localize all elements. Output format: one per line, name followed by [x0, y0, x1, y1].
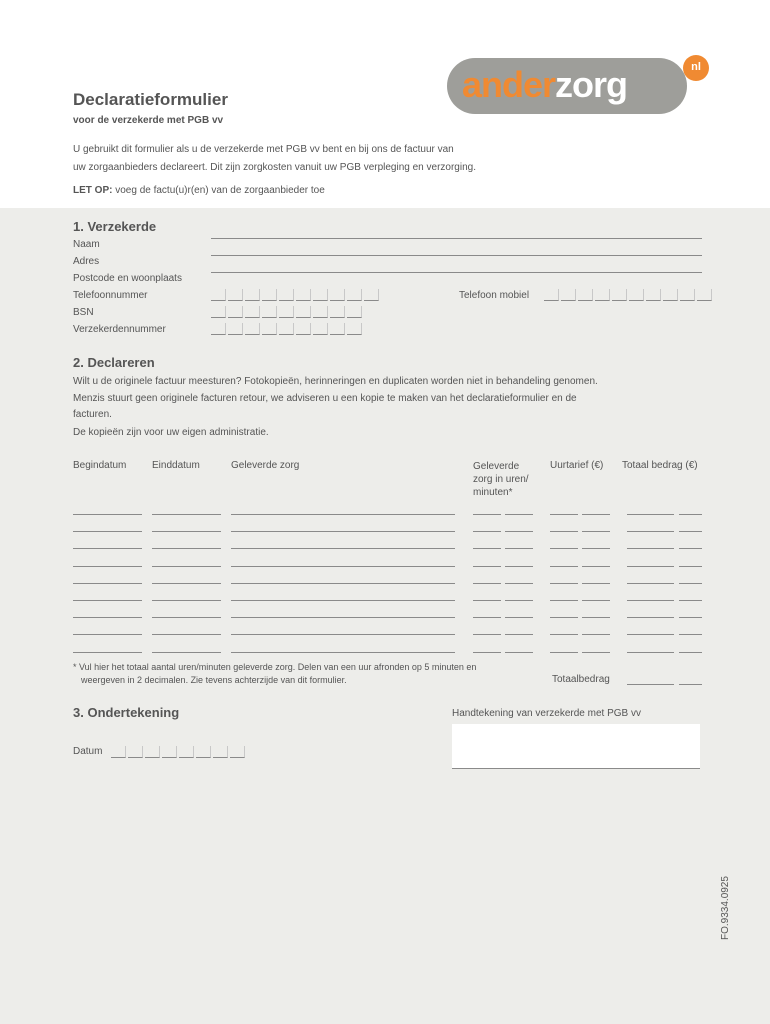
- table-cell[interactable]: [679, 617, 702, 618]
- table-cell[interactable]: [152, 634, 221, 635]
- table-cell[interactable]: [473, 634, 501, 635]
- table-cell[interactable]: [627, 634, 674, 635]
- telefoon-field[interactable]: [211, 289, 381, 301]
- table-cell[interactable]: [582, 583, 610, 584]
- table-cell[interactable]: [473, 531, 501, 532]
- col-uren-l2: zorg in uren/: [473, 474, 529, 485]
- letop-text: voeg de factu(u)r(en) van de zorgaanbieder toe: [112, 185, 325, 196]
- bsn-label: BSN: [73, 307, 94, 318]
- table-cell[interactable]: [73, 634, 142, 635]
- col-uurtarief: Uurtarief (€): [550, 460, 604, 471]
- totaalbedrag-centen[interactable]: [679, 684, 702, 685]
- table-cell[interactable]: [505, 548, 533, 549]
- table-cell[interactable]: [231, 600, 455, 601]
- intro-text: [73, 141, 593, 177]
- table-cell[interactable]: [473, 583, 501, 584]
- signature-field[interactable]: [452, 724, 700, 769]
- naam-label: Naam: [73, 239, 100, 250]
- table-cell[interactable]: [473, 617, 501, 618]
- declareren-p1: Wilt u de originele factuur meesturen? Fotokopieën, herinneringen en duplicaten worden niet in behandeling genomen.: [73, 376, 598, 387]
- table-cell[interactable]: [231, 583, 455, 584]
- section-3-heading: 3. Ondertekening: [73, 705, 180, 720]
- letop-label: LET OP:: [73, 185, 113, 196]
- handtekening-label: Handtekening van verzekerde met PGB vv: [452, 708, 641, 719]
- section-1-heading: 1. Verzekerde: [73, 219, 157, 234]
- letop-note: [73, 185, 325, 196]
- table-cell[interactable]: [550, 634, 578, 635]
- datum-field[interactable]: [111, 746, 247, 758]
- col-einddatum: Einddatum: [152, 460, 200, 471]
- intro-line-2: uw zorgaanbieders declareert. Dit zijn zorgkosten vanuit uw PGB verpleging en verzorging.: [73, 162, 476, 173]
- declareren-p3: De kopieën zijn voor uw eigen administratie.: [73, 427, 269, 438]
- totaalbedrag-label: Totaalbedrag: [552, 674, 610, 685]
- table-cell[interactable]: [627, 652, 674, 653]
- table-cell[interactable]: [550, 652, 578, 653]
- naam-field[interactable]: [211, 238, 702, 239]
- logo: [462, 63, 627, 107]
- table-cell[interactable]: [73, 548, 142, 549]
- table-cell[interactable]: [627, 583, 674, 584]
- totaalbedrag-euros[interactable]: [627, 684, 674, 685]
- declareren-p2a: Menzis stuurt geen originele facturen retour, we adviseren u een kopie te maken van het declaratieformulier en de: [73, 393, 577, 404]
- table-cell[interactable]: [582, 600, 610, 601]
- table-cell[interactable]: [505, 566, 533, 567]
- table-cell[interactable]: [582, 652, 610, 653]
- table-cell[interactable]: [679, 652, 702, 653]
- section-2-heading: 2. Declareren: [73, 355, 155, 370]
- col-geleverde-zorg: Geleverde zorg: [231, 460, 300, 471]
- table-cell[interactable]: [152, 548, 221, 549]
- table-cell[interactable]: [627, 531, 674, 532]
- table-cell[interactable]: [473, 566, 501, 567]
- table-cell[interactable]: [550, 531, 578, 532]
- bsn-field[interactable]: [211, 306, 364, 318]
- table-cell[interactable]: [550, 583, 578, 584]
- table-cell[interactable]: [231, 531, 455, 532]
- table-cell[interactable]: [73, 600, 142, 601]
- table-cell[interactable]: [627, 514, 674, 515]
- table-cell[interactable]: [152, 583, 221, 584]
- verzekerdennummer-label: Verzekerdennummer: [73, 324, 166, 335]
- table-cell[interactable]: [582, 617, 610, 618]
- table-cell[interactable]: [505, 531, 533, 532]
- table-cell[interactable]: [679, 514, 702, 515]
- table-cell[interactable]: [505, 617, 533, 618]
- table-cell[interactable]: [231, 617, 455, 618]
- datum-label: Datum: [73, 746, 103, 757]
- table-cell[interactable]: [152, 652, 221, 653]
- table-cell[interactable]: [73, 583, 142, 584]
- adres-field[interactable]: [211, 255, 702, 256]
- table-cell[interactable]: [582, 531, 610, 532]
- table-cell[interactable]: [550, 617, 578, 618]
- table-cell[interactable]: [231, 548, 455, 549]
- table-cell[interactable]: [627, 548, 674, 549]
- col-totaal: Totaal bedrag (€): [622, 460, 698, 471]
- postcode-label: Postcode en woonplaats: [73, 273, 182, 284]
- table-cell[interactable]: [152, 617, 221, 618]
- table-cell[interactable]: [473, 652, 501, 653]
- table-cell[interactable]: [505, 514, 533, 515]
- col-begindatum: Begindatum: [73, 460, 127, 471]
- table-cell[interactable]: [231, 652, 455, 653]
- table-cell[interactable]: [231, 566, 455, 567]
- table-cell[interactable]: [505, 652, 533, 653]
- table-cell[interactable]: [627, 600, 674, 601]
- logo-ander: ander: [462, 64, 556, 105]
- page-title: Declaratieformulier: [73, 90, 228, 109]
- logo-zorg: zorg: [555, 64, 628, 105]
- table-cell[interactable]: [679, 583, 702, 584]
- table-cell[interactable]: [679, 600, 702, 601]
- table-cell[interactable]: [550, 600, 578, 601]
- adres-label: Adres: [73, 256, 100, 267]
- telefoon-mobiel-label: Telefoon mobiel: [459, 290, 530, 301]
- table-cell[interactable]: [73, 531, 142, 532]
- table-cell[interactable]: [550, 566, 578, 567]
- form-code: FO.9334.0925: [720, 876, 731, 940]
- table-cell[interactable]: [73, 566, 142, 567]
- col-uren: [473, 460, 529, 499]
- table-cell[interactable]: [73, 652, 142, 653]
- table-cell[interactable]: [582, 548, 610, 549]
- table-cell[interactable]: [582, 514, 610, 515]
- table-cell[interactable]: [231, 514, 455, 515]
- footnote-line-1: * Vul hier het totaal aantal uren/minuten geleverde zorg. Delen van een uur afronden op 5 minuten en: [73, 662, 477, 672]
- table-cell[interactable]: [550, 548, 578, 549]
- table-cell[interactable]: [505, 600, 533, 601]
- table-cell[interactable]: [473, 548, 501, 549]
- table-cell[interactable]: [73, 617, 142, 618]
- table-cell[interactable]: [679, 531, 702, 532]
- verzekerdennummer-field[interactable]: [211, 323, 364, 335]
- table-cell[interactable]: [550, 514, 578, 515]
- declareren-p2b: facturen.: [73, 409, 112, 420]
- table-cell[interactable]: [505, 583, 533, 584]
- intro-line-1: U gebruikt dit formulier als u de verzekerde met PGB vv bent en bij ons de factuur van: [73, 144, 454, 155]
- table-cell[interactable]: [231, 634, 455, 635]
- telefoon-label: Telefoonnummer: [73, 290, 148, 301]
- page-subtitle: voor de verzekerde met PGB vv: [73, 115, 224, 126]
- table-cell[interactable]: [152, 514, 221, 515]
- table-cell[interactable]: [473, 514, 501, 515]
- logo-nl-badge: nl: [683, 55, 709, 81]
- table-cell[interactable]: [152, 600, 221, 601]
- telefoon-mobiel-field[interactable]: [544, 289, 714, 301]
- table-cell[interactable]: [582, 566, 610, 567]
- footnote: [73, 661, 543, 687]
- table-cell[interactable]: [679, 566, 702, 567]
- footnote-line-2: weergeven in 2 decimalen. Zie tevens achterzijde van dit formulier.: [81, 675, 347, 685]
- table-cell[interactable]: [152, 531, 221, 532]
- table-cell[interactable]: [73, 514, 142, 515]
- table-cell[interactable]: [627, 566, 674, 567]
- postcode-field[interactable]: [211, 272, 702, 273]
- col-uren-l3: minuten*: [473, 487, 513, 498]
- table-cell[interactable]: [679, 548, 702, 549]
- table-cell[interactable]: [473, 600, 501, 601]
- table-cell[interactable]: [505, 634, 533, 635]
- table-cell[interactable]: [679, 634, 702, 635]
- col-uren-l1: Geleverde: [473, 461, 520, 472]
- table-cell[interactable]: [582, 634, 610, 635]
- table-cell[interactable]: [152, 566, 221, 567]
- table-cell[interactable]: [627, 617, 674, 618]
